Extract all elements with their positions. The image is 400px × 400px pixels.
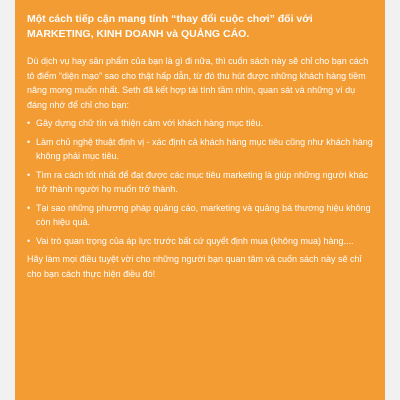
headline-line-2: MARKETING, KINH DOANH và QUẢNG CÁO. bbox=[27, 28, 250, 40]
bullet-item bbox=[27, 168, 373, 197]
bullet-item bbox=[27, 135, 373, 164]
headline bbox=[27, 12, 373, 42]
headline-line-1: Một cách tiếp cận mang tính “thay đổi cuộc chơi” đối với bbox=[27, 13, 313, 25]
bullet-text: Vai trò quan trọng của áp lực trước bất cứ quyết định mua (không mua) hàng.... bbox=[36, 235, 354, 246]
bullet-list bbox=[27, 116, 373, 248]
intro-paragraph: Dù dịch vụ hay sản phẩm của bạn là gì đi nữa, thì cuốn sách này sẽ chỉ cho bạn cách tô điểm “diện mạo” sao cho thật hấp dẫn, từ đó thu hút được những khách hàng tiềm năng mong muốn nhất. Seth đã kết hợp tài tình tầm nhìn, quan sát và những ví dụ đáng nhớ để chỉ cho bạn: bbox=[27, 56, 369, 110]
bullet-glyph: • bbox=[27, 235, 31, 246]
closing-paragraph: Hãy làm mọi điều tuyệt vời cho những người bạn quan tâm và cuốn sách này sẽ chỉ cho bạn cách thực hiện điều đó! bbox=[27, 254, 362, 279]
bullet-glyph: • bbox=[27, 136, 31, 147]
bullet-glyph: • bbox=[27, 118, 31, 128]
bullet-text: Làm chủ nghệ thuật định vị - xác định cả khách hàng mục tiêu cũng như khách hàng không phải mục tiêu. bbox=[36, 136, 373, 161]
bullet-item bbox=[27, 116, 373, 131]
bullet-glyph: • bbox=[27, 202, 31, 213]
bullet-glyph: • bbox=[27, 169, 31, 180]
bullet-text: Tìm ra cách tốt nhất để đạt được các mục tiêu marketing là giúp những người khác trở thành người họ muốn trở thành. bbox=[36, 169, 369, 194]
bullet-item bbox=[27, 201, 373, 230]
bullet-text: Gây dựng chữ tín và thiện cảm với khách hàng mục tiêu. bbox=[36, 118, 264, 128]
bullet-text: Tại sao những phương pháp quảng cáo, marketing và quảng bá thương hiệu không còn hiệu quả. bbox=[36, 202, 371, 227]
bullet-item bbox=[27, 234, 373, 249]
book-back-cover bbox=[15, 0, 385, 400]
